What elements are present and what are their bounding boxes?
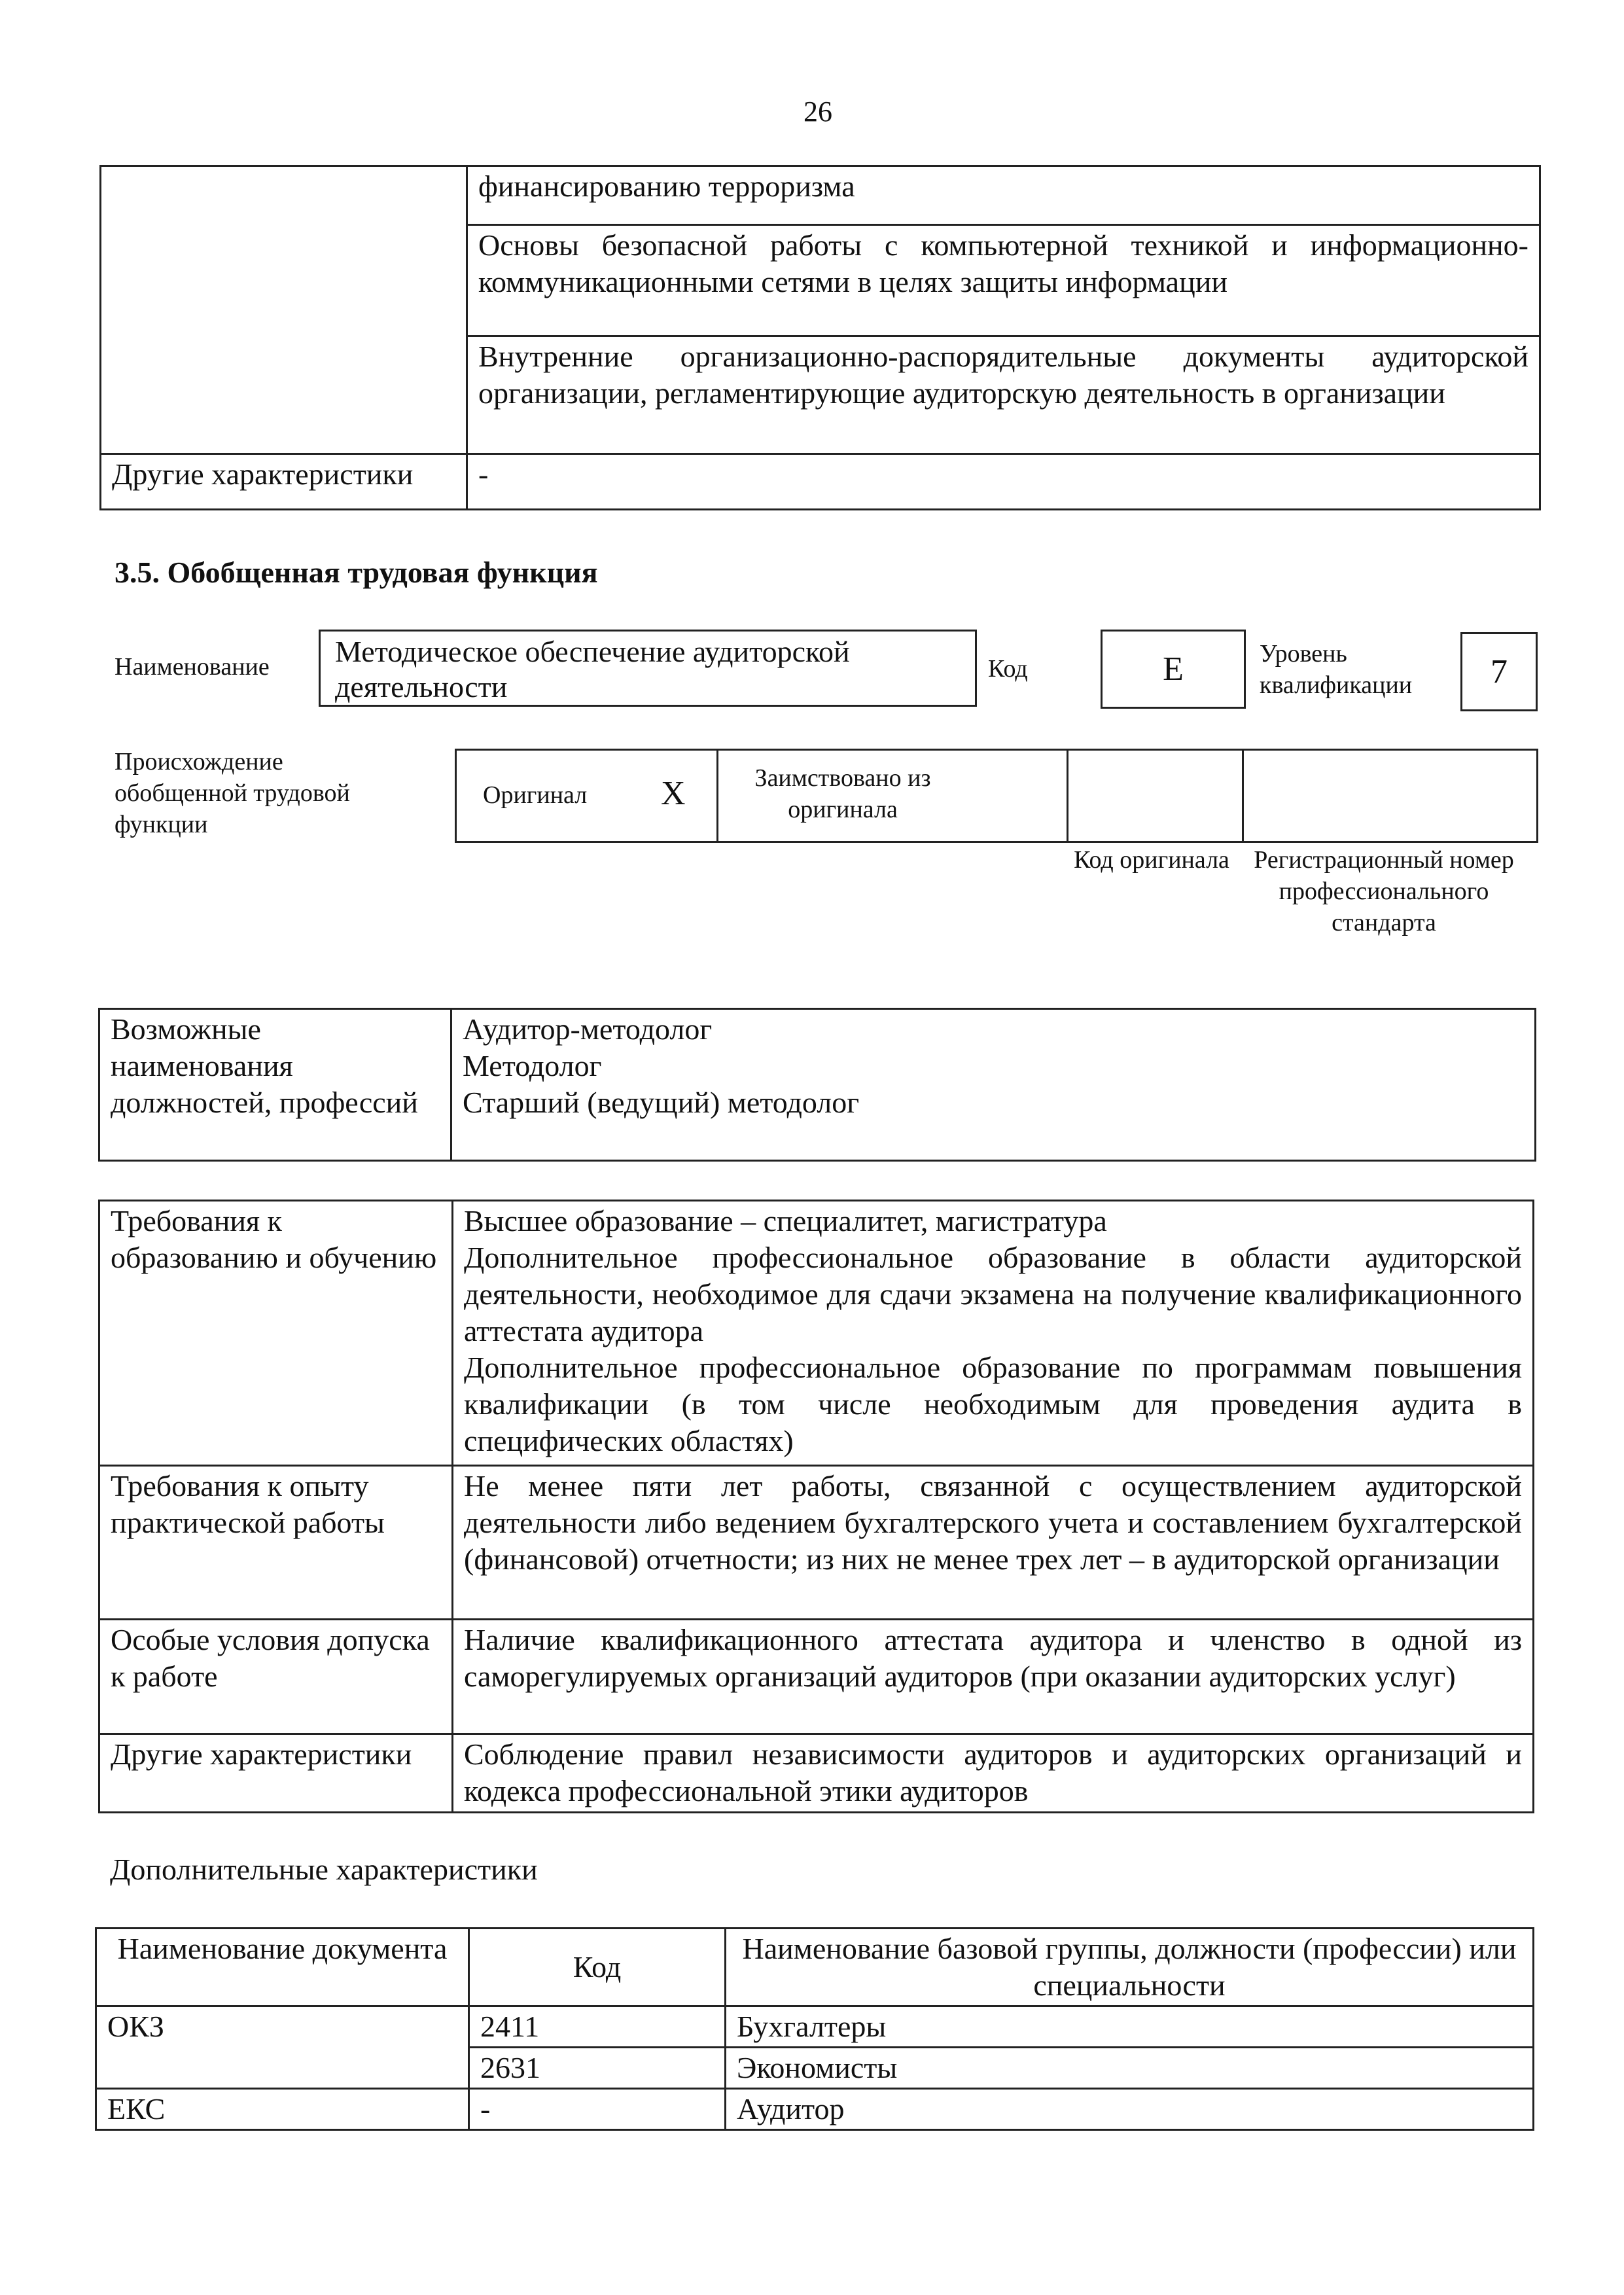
other-characteristics-value: - (467, 454, 1540, 510)
header-code: Код (469, 1929, 726, 2006)
education-line: Дополнительное профессиональное образование по программам повышения квалификации (в том числе необходимым для проведения аудита в специфических областях) (464, 1351, 1522, 1457)
name-label: Наименование (115, 653, 270, 681)
position-item: Методолог (463, 1049, 602, 1082)
education-label: Требования к образованию и обучению (99, 1201, 453, 1466)
education-value (453, 1201, 1534, 1466)
other-characteristics-label: Другие характеристики (101, 454, 467, 510)
header-doc: Наименование документа (96, 1929, 469, 2006)
level-value: 7 (1491, 653, 1508, 690)
row-name: Экономисты (726, 2048, 1534, 2089)
top-row-1: финансированию терроризма (467, 166, 1540, 225)
row-doc: ЕКС (96, 2089, 469, 2130)
original-mark: X (661, 775, 686, 812)
original-label: Оригинал (483, 781, 588, 809)
origin-divider-3 (1242, 751, 1244, 841)
requirements-table (98, 1200, 1534, 1813)
row-code: - (469, 2089, 726, 2130)
experience-label: Требования к опыту практической работы (99, 1466, 453, 1620)
additional-table (95, 1927, 1534, 2131)
top-table (99, 165, 1541, 510)
positions-table (98, 1008, 1536, 1162)
origin-divider-2 (1067, 751, 1068, 841)
empty-label-cell (101, 166, 467, 454)
admission-label: Особые условия допуска к работе (99, 1620, 453, 1734)
header-name: Наименование базовой группы, должности (профессии) или специальности (726, 1929, 1534, 2006)
origin-divider-1 (716, 751, 718, 841)
level-box (1460, 632, 1538, 711)
row-name: Аудитор (726, 2089, 1534, 2130)
function-name-box (319, 630, 977, 707)
position-item: Аудитор-методолог (463, 1012, 713, 1046)
borrowed-label: Заимствовано из оригинала (754, 764, 931, 823)
positions-label: Возможные наименования должностей, профессий (99, 1009, 451, 1161)
admission-value: Наличие квалификационного аттестата аудитора и членство в одной из саморегулируемых организаций аудиторов (при оказании аудиторских услуг) (453, 1620, 1534, 1734)
origin-label: Происхождение обобщенной трудовой функции (115, 748, 350, 838)
code-box (1101, 630, 1246, 709)
code-value: E (1163, 650, 1184, 688)
reg-number-label: Регистрационный номер профессионального стандарта (1254, 846, 1514, 936)
origin-box (455, 749, 1538, 843)
additional-title: Дополнительные характеристики (110, 1853, 538, 1886)
positions-list (451, 1009, 1536, 1161)
level-label: Уровень квалификации (1260, 640, 1413, 699)
top-row-3: Внутренние организационно-распорядительные документы аудиторской организации, регламентирующие аудиторскую деятельность в организации (467, 336, 1540, 454)
other-label: Другие характеристики (99, 1734, 453, 1813)
code-label: Код (988, 655, 1028, 683)
top-row-2: Основы безопасной работы с компьютерной техникой и информационно-коммуникационными сетями в целях защиты информации (467, 225, 1540, 336)
function-name-value: Методическое обеспечение аудиторской деятельности (335, 635, 850, 703)
row-name: Бухгалтеры (726, 2006, 1534, 2048)
other-value: Соблюдение правил независимости аудиторов и аудиторских организаций и кодекса профессиональной этики аудиторов (453, 1734, 1534, 1813)
row-doc: ОКЗ (96, 2006, 469, 2089)
code-original-label: Код оригинала (1074, 846, 1229, 874)
position-item: Старший (ведущий) методолог (463, 1086, 860, 1119)
row-code: 2631 (469, 2048, 726, 2089)
education-line: Высшее образование – специалитет, магистратура (464, 1204, 1107, 1237)
row-code: 2411 (469, 2006, 726, 2048)
education-line: Дополнительное профессиональное образование в области аудиторской деятельности, необходимое для сдачи экзамена на получение квалификационного аттестата аудитора (464, 1241, 1522, 1347)
page-number: 26 (803, 96, 832, 128)
experience-value: Не менее пяти лет работы, связанной с осуществлением аудиторской деятельности либо ведением бухгалтерского учета и составлением бухгалтерской (финансовой) отчетности; из них не менее трех лет – в аудиторской организации (453, 1466, 1534, 1620)
section-title: 3.5. Обобщенная трудовая функция (115, 556, 598, 589)
